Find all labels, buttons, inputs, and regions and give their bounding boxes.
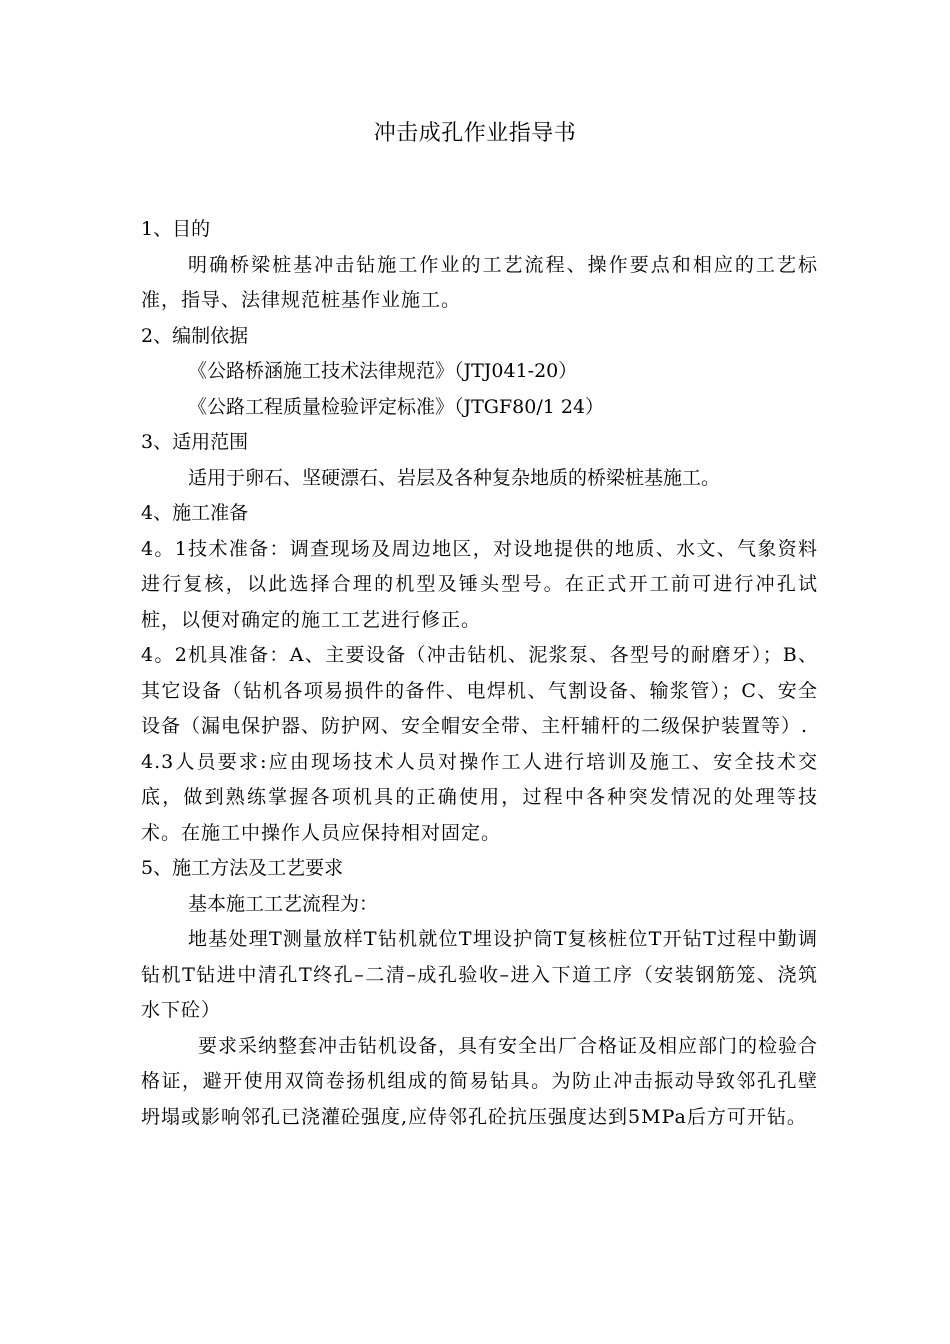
section-heading-purpose: 1、目的 [141,218,211,240]
equipment-preparation-paragraph: 4。2机具准备：A、主要设备（冲击钻机、泥浆泵、各型号的耐磨牙）；B、其它设备（钻机各项易损件的备件、电焊机、气割设备、输浆管）；C、安全设备（漏电保护器、防护网、安全帽安全带、主杆辅杆的二级保护装置等）. [141,644,818,737]
section-heading-scope: 3、适用范围 [141,431,249,453]
process-intro-paragraph: 基本施工工艺流程为： [188,892,379,915]
purpose-paragraph: 明确桥梁桩基冲击钻施工作业的工艺流程、操作要点和相应的工艺标准，指导、法律规范桩基作业施工。 [141,253,818,311]
section-heading-preparation: 4、施工准备 [141,502,249,524]
document-body [141,212,818,1135]
basis-reference-2: 《公路工程质量检验评定标准》（JTGF80/1 24） [188,395,605,418]
document-title: 冲击成孔作业指导书 [373,121,577,146]
section-heading-basis: 2、编制依据 [141,324,249,347]
section-heading-methods: 5、施工方法及工艺要求 [141,857,344,879]
basis-reference-1: 《公路桥涵施工技术法律规范》（JTJ041-20） [188,360,578,382]
technical-preparation-paragraph: 4。1技术准备：调查现场及周边地区，对设地提供的地质、水文、气象资料进行复核，以此选择合理的机型及锤头型号。在正式开工前可进行冲孔试桩，以便对确定的施工工艺进行修正。 [141,537,818,631]
equipment-requirement-paragraph: 要求采纳整套冲击钻机设备，具有安全出厂合格证及相应部门的检验合格证，避开使用双筒卷扬机组成的简易钻具。为防止冲击振动导致邻孔孔壁坍塌或影响邻孔已浇灌砼强度,应侍邻孔砼抗压强度达到5MPa后方可开钻。 [141,1034,819,1128]
personnel-requirements-paragraph: 4.3人员要求:应由现场技术人员对操作工人进行培训及施工、安全技术交底，做到熟练掌握各项机具的正确使用，过程中各种突发情况的处理等技术。在施工中操作人员应保持相对固定。 [141,750,818,844]
scope-paragraph: 适用于卵石、坚硬漂石、岩层及各种复杂地质的桥梁桩基施工。 [188,466,721,489]
process-flow-paragraph: 地基处理T测量放样T钻机就位T埋设护筒T复核桩位T开钻T过程中勤调钻机T钻进中清孔T终孔–二清–成孔验收–进入下道工序（安装钢筋笼、浇筑水下砼） [141,928,818,1021]
